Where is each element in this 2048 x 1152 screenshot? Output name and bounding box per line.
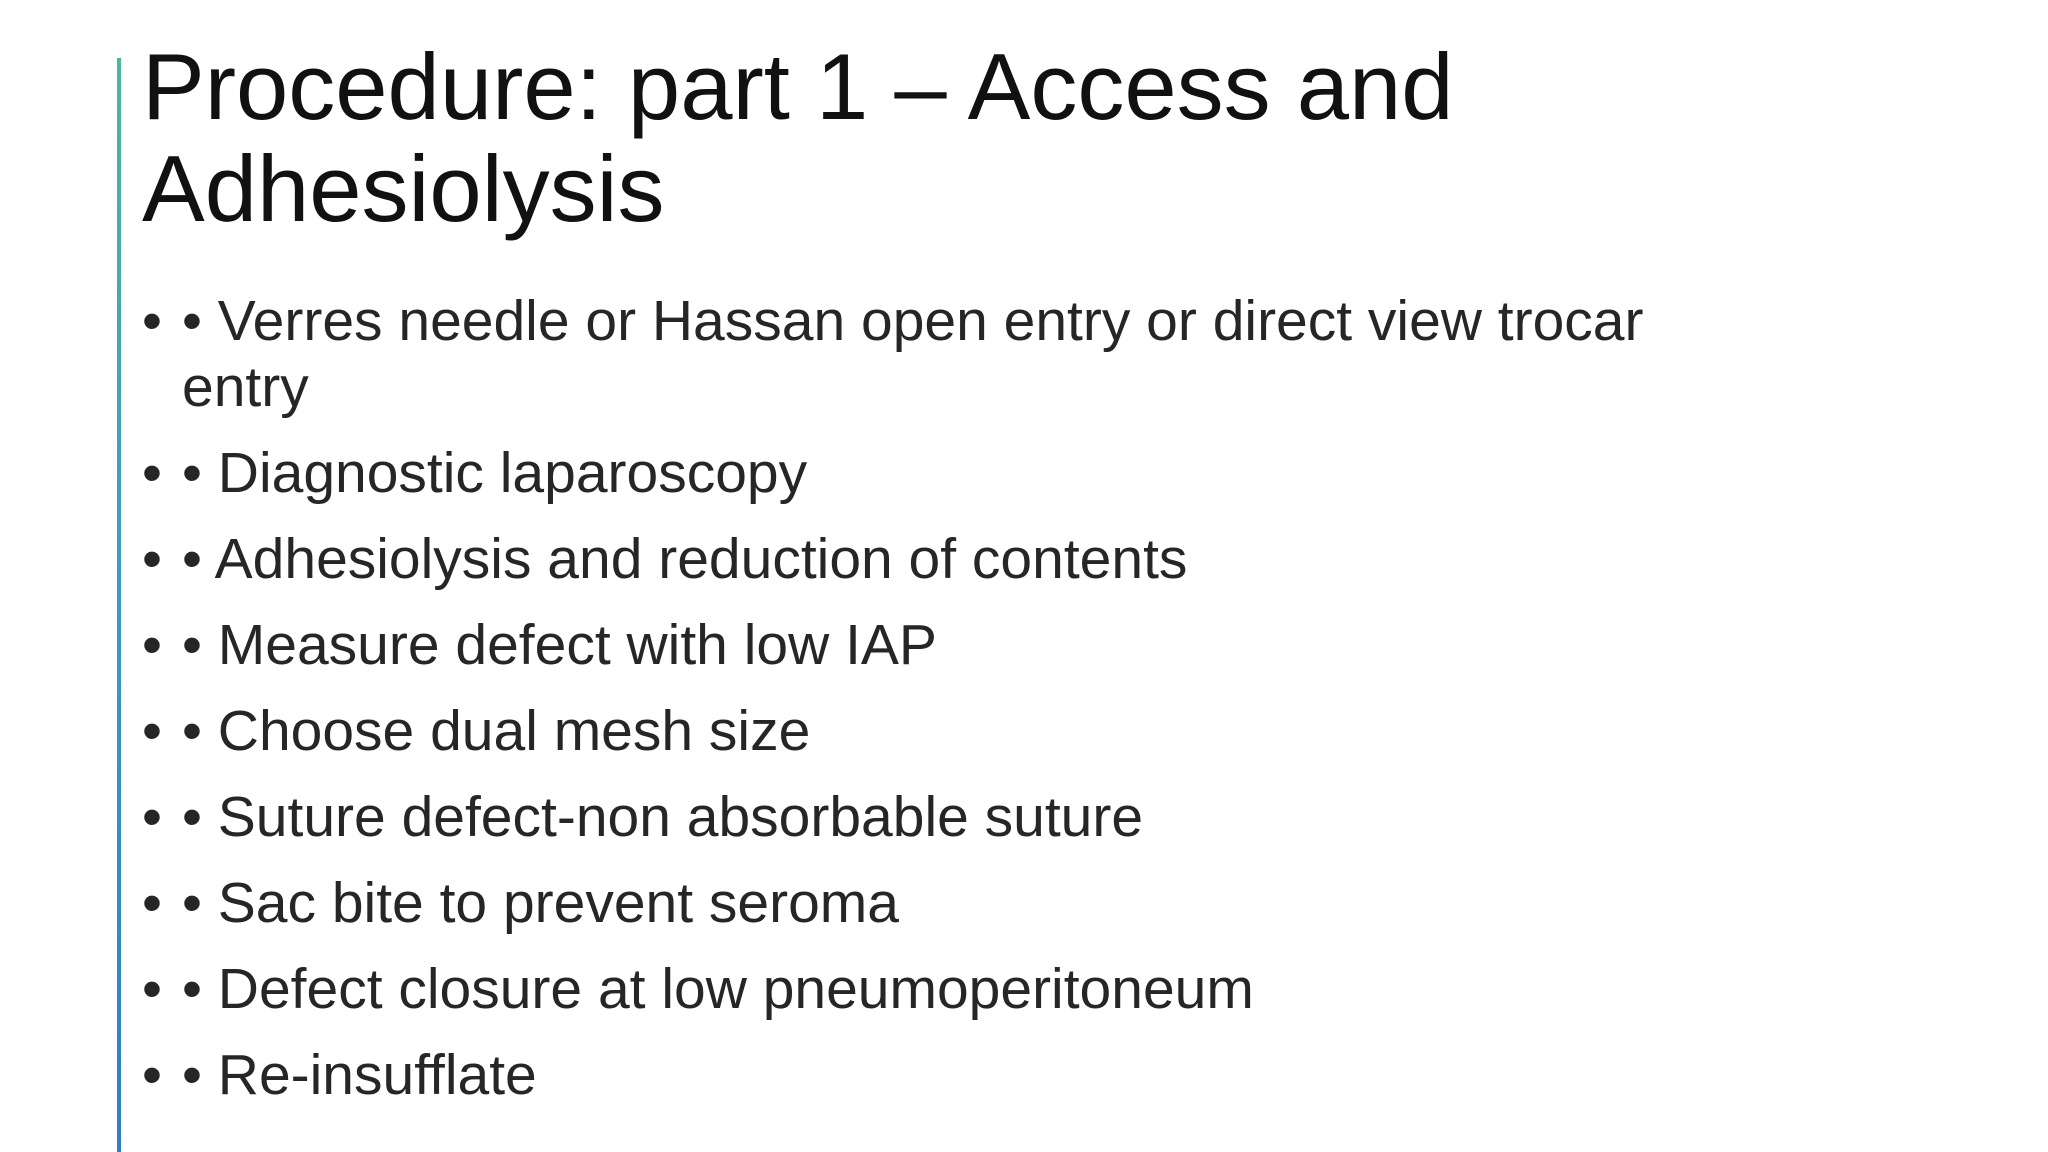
bullet-text: • Sac bite to prevent seroma — [182, 871, 899, 935]
bullet-text: • Verres needle or Hassan open entry or direct view trocar entry — [182, 289, 1644, 419]
bullet-text: • Adhesiolysis and reduction of contents — [182, 527, 1188, 591]
bullet-marker: • — [142, 699, 162, 763]
bullet-item-measure — [142, 612, 1782, 678]
accent-bar — [117, 58, 121, 1152]
bullet-marker: • — [142, 441, 162, 505]
bullet-marker: • — [142, 527, 162, 591]
bullet-marker: • — [142, 1043, 162, 1107]
bullet-item-suture — [142, 784, 1782, 850]
bullet-marker: • — [142, 871, 162, 935]
bullet-marker: • — [142, 785, 162, 849]
bullet-text: • Re-insufflate — [182, 1043, 537, 1107]
bullet-text: • Choose dual mesh size — [182, 699, 811, 763]
bullet-item-mesh-size — [142, 698, 1782, 764]
bullet-marker: • — [142, 957, 162, 1021]
bullet-item-sac-bite — [142, 870, 1782, 936]
bullet-item-entry — [142, 288, 1782, 420]
bullet-marker: • — [142, 289, 162, 353]
bullet-item-defect-closure — [142, 956, 1782, 1022]
bullet-text: • Diagnostic laparoscopy — [182, 441, 808, 505]
bullet-item-diagnostic — [142, 440, 1782, 506]
bullet-item-reinsufflate — [142, 1042, 1782, 1108]
bullet-item-adhesiolysis — [142, 526, 1782, 592]
bullet-list — [142, 288, 1782, 1128]
bullet-text: • Defect closure at low pneumoperitoneum — [182, 957, 1254, 1021]
bullet-marker: • — [142, 613, 162, 677]
bullet-text: • Suture defect-non absorbable suture — [182, 785, 1144, 849]
slide-title: Procedure: part 1 – Access and Adhesiolysis — [142, 34, 1454, 241]
bullet-text: • Measure defect with low IAP — [182, 613, 937, 677]
